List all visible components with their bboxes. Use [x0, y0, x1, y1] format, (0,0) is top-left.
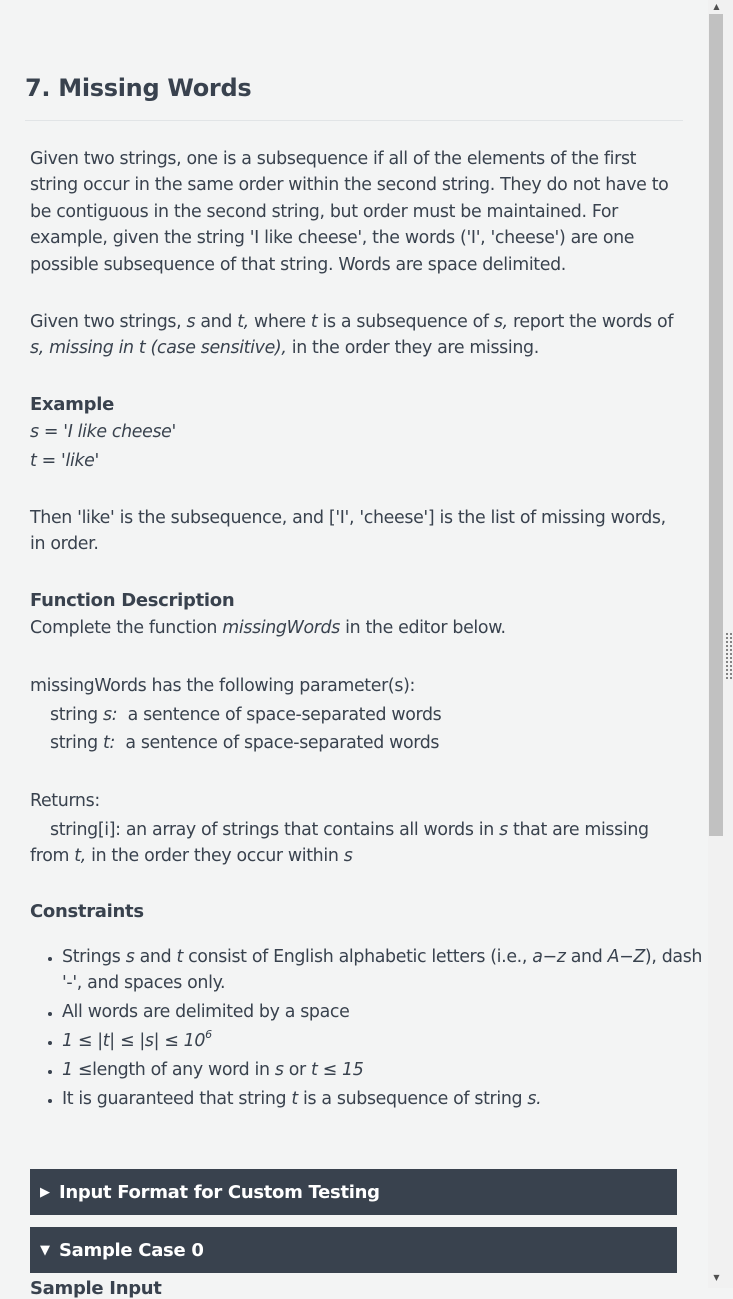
var-t: t [310, 312, 318, 332]
var-s: s, [493, 312, 508, 332]
input-format-toggle[interactable] [30, 1169, 677, 1215]
intro-text: in the order they are missing. [286, 338, 539, 359]
constraint-item [62, 1028, 712, 1054]
constraint-text: or [283, 1060, 312, 1080]
intro-text: where [248, 312, 311, 332]
constraint-math: 1 ≤ [62, 1060, 93, 1080]
constraint-text: consist of English alphabetic letters (i.e., [182, 947, 533, 967]
fd-text: in the editor below. [339, 618, 506, 638]
exponent: 6 [205, 1028, 212, 1041]
param-name: t: [103, 733, 115, 753]
returns-text: string[i]: an array of strings that contains all words in [50, 820, 500, 840]
var-t: t, [237, 312, 249, 332]
constraint-math: t ≤ 15 [311, 1060, 364, 1080]
function-description-heading: Function Description [30, 590, 235, 611]
scroll-down-arrow-icon[interactable]: ▼ [713, 1273, 720, 1282]
returns-text: that are missing from [30, 820, 649, 867]
scroll-up-arrow-icon[interactable]: ▲ [713, 2, 720, 11]
constraint-item [62, 944, 712, 996]
constraint-item [62, 1057, 712, 1083]
constraint-math: 1 ≤ |t| ≤ |s| ≤ 10 [62, 1031, 206, 1051]
var-s: s [274, 1060, 284, 1080]
constraint-item [62, 1086, 712, 1112]
example-s-value: s = 'I like cheese' [30, 422, 176, 442]
range-lowercase: a−z [532, 947, 566, 967]
function-name: missingWords [222, 618, 340, 638]
example-explanation: Then 'like' is the subsequence, and ['I', 'cheese'] is the list of missing words, in order. [30, 508, 666, 555]
param-description: a sentence of space-separated words [114, 733, 440, 753]
constraint-text: It is guaranteed that string [62, 1089, 292, 1109]
constraint-text: and [134, 947, 177, 967]
intro-text: report the words of [507, 312, 674, 332]
param-type: string [50, 705, 103, 725]
intro-paragraph-2 [30, 309, 680, 362]
var-t: t [176, 947, 183, 967]
constraint-text: ), dash '-', and spaces only. [62, 947, 703, 993]
intro-text: is a subsequence of [317, 312, 494, 332]
fd-text: Complete the function [30, 618, 223, 638]
constraint-item: • All words are delimited by a space [62, 999, 712, 1025]
var-t: t, [74, 846, 86, 867]
constraint-text: is a subsequence of string [297, 1089, 528, 1109]
returns-label: Returns: [30, 791, 100, 811]
param-name: s: [103, 705, 118, 725]
scrollbar-thumb[interactable] [709, 14, 723, 836]
var-s: s [186, 312, 196, 332]
range-uppercase: A−Z [607, 947, 645, 967]
sample-input-heading: Sample Input [30, 1278, 162, 1299]
intro-paragraph-1: Given two strings, one is a subsequence if all of the elements of the first string occur in the same order within the second string. They do not have to be contiguous in the second string, but order must be maintained. For example, given the string 'I like cheese', the words ('I', 'cheese') are one possible subsequence of that string. Words are space delimited. [30, 149, 669, 275]
returns-description [30, 817, 680, 870]
intro-text: and [195, 312, 238, 332]
parameter-t [50, 730, 439, 756]
intro-emphasis: s, missing in t (case sensitive), [30, 338, 287, 359]
var-s: s [343, 846, 353, 867]
caret-right-icon: ▶ [40, 1184, 50, 1200]
sample-case-0-toggle[interactable] [30, 1227, 677, 1273]
constraint-text: and [565, 947, 608, 967]
param-type: string [50, 733, 103, 753]
param-description: a sentence of space-separated words [117, 705, 442, 725]
sample-case-label: Sample Case 0 [59, 1239, 204, 1261]
constraints-heading: Constraints [30, 901, 144, 922]
title-divider [25, 120, 683, 121]
panel-resize-handle-icon[interactable] [725, 632, 733, 680]
caret-down-icon: ▼ [40, 1242, 50, 1258]
parameter-s [50, 702, 441, 728]
var-t: t [291, 1089, 298, 1109]
function-description-text [30, 615, 506, 641]
var-s: s [499, 820, 508, 840]
example-t-value: t = 'like' [30, 451, 99, 471]
constraints-list [30, 944, 712, 1115]
intro-text: Given two strings, [30, 312, 187, 332]
example-heading: Example [30, 394, 114, 415]
var-s: s [125, 947, 135, 967]
parameters-intro: missingWords has the following parameter(s): [30, 676, 416, 696]
var-s: s. [527, 1089, 542, 1109]
returns-text: in the order they occur within [85, 846, 344, 867]
constraint-text: Strings [62, 947, 126, 967]
constraint-text: length of any word in [92, 1060, 275, 1080]
input-format-label: Input Format for Custom Testing [59, 1181, 380, 1203]
page-title: 7. Missing Words [25, 74, 252, 102]
